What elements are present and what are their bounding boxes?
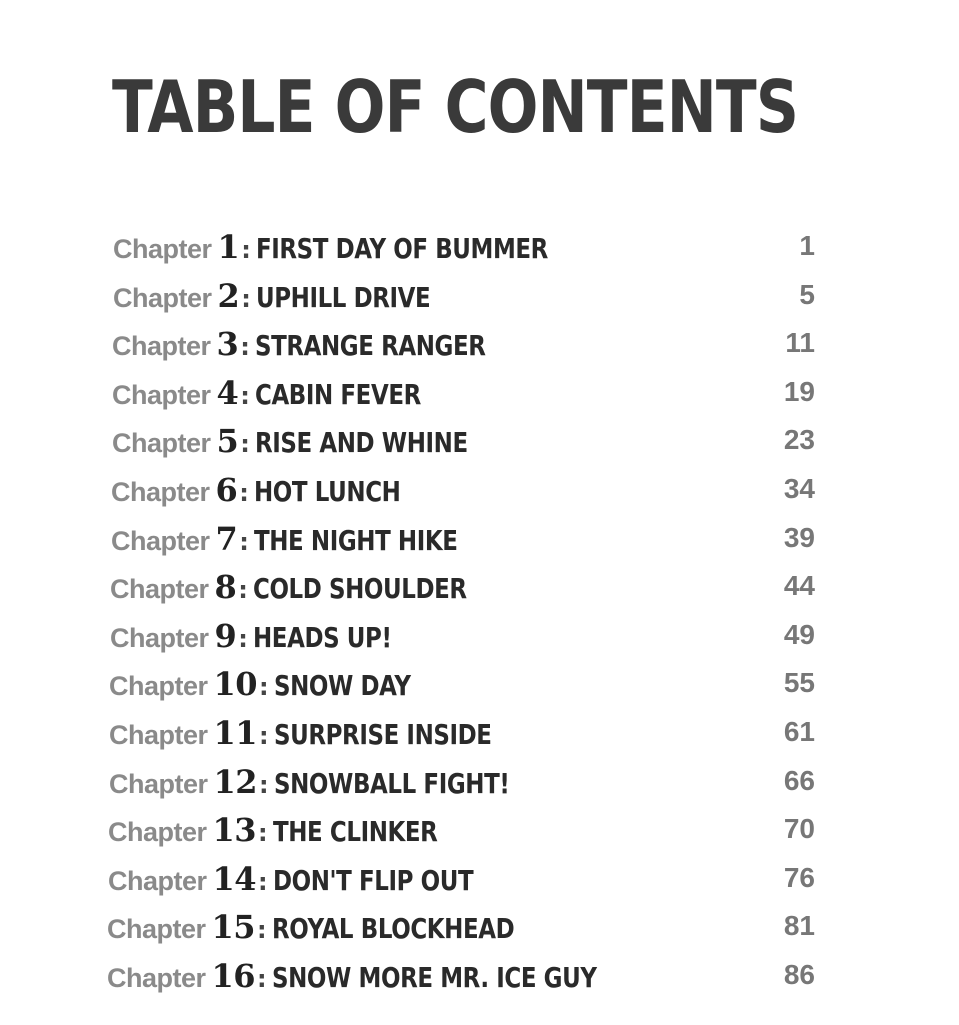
- chapter-page: 39: [783, 521, 815, 553]
- chapter-number: 14: [212, 859, 257, 898]
- chapter-label: Chapter: [112, 331, 211, 362]
- chapter-number: 5: [216, 422, 239, 461]
- chapter-title: HOT LUNCH: [254, 474, 401, 508]
- toc-row: Chapter 4: CABIN FEVER 19: [112, 373, 815, 412]
- chapter-number: 12: [213, 762, 258, 801]
- chapter-title: CABIN FEVER: [255, 377, 422, 411]
- chapter-label: Chapter: [113, 282, 212, 313]
- chapter-title: STRANGE RANGER: [255, 329, 486, 363]
- chapter-title: ROYAL BLOCKHEAD: [272, 912, 515, 946]
- chapter-page: 66: [783, 764, 815, 796]
- chapter-label: Chapter: [112, 428, 211, 459]
- toc-row: Chapter 6: HOT LUNCH 34: [111, 470, 815, 509]
- chapter-number: 9: [214, 616, 237, 655]
- chapter-number: 3: [216, 325, 239, 364]
- chapter-page: 44: [783, 570, 815, 602]
- chapter-title: FIRST DAY OF BUMMER: [256, 232, 549, 265]
- chapter-title: SNOWBALL FIGHT!: [274, 766, 510, 800]
- chapter-label: Chapter: [113, 234, 212, 264]
- toc-row: Chapter 8: COLD SHOULDER 44: [110, 568, 815, 607]
- chapter-page: 11: [785, 327, 815, 359]
- chapter-page: 81: [783, 910, 815, 942]
- chapter-title: COLD SHOULDER: [253, 572, 468, 606]
- chapter-number: 1: [217, 228, 240, 266]
- toc-list: [0, 220, 959, 998]
- chapter-page: 23: [783, 424, 815, 456]
- toc-row: Chapter 1: FIRST DAY OF BUMMER 1: [113, 228, 815, 266]
- chapter-title: THE NIGHT HIKE: [254, 523, 458, 557]
- chapter-title: SNOW MORE MR. ICE GUY: [272, 960, 597, 994]
- chapter-number: 15: [211, 908, 256, 947]
- chapter-page: 49: [783, 618, 815, 650]
- chapter-number: 7: [215, 519, 238, 558]
- chapter-number: 10: [213, 665, 258, 704]
- toc-row: Chapter 5: RISE AND WHINE 23: [112, 422, 815, 461]
- chapter-title: DON'T FLIP OUT: [273, 863, 474, 897]
- chapter-label: Chapter: [110, 574, 209, 605]
- chapter-label: Chapter: [111, 525, 210, 556]
- chapter-title: THE CLINKER: [273, 815, 438, 849]
- chapter-number: 8: [214, 568, 237, 607]
- chapter-page: 34: [783, 472, 815, 504]
- chapter-label: Chapter: [110, 622, 209, 653]
- chapter-page: 5: [799, 278, 815, 310]
- chapter-number: 2: [217, 276, 240, 315]
- chapter-label: Chapter: [111, 476, 210, 507]
- toc-row: Chapter 14: DON'T FLIP OUT 76: [108, 859, 815, 898]
- chapter-page: 1: [799, 230, 815, 261]
- chapter-title: SNOW DAY: [274, 669, 411, 703]
- toc-row: Chapter 12: SNOWBALL FIGHT! 66: [109, 762, 815, 801]
- toc-row: Chapter 13: THE CLINKER 70: [108, 811, 815, 850]
- chapter-label: Chapter: [109, 768, 208, 799]
- chapter-page: 55: [783, 667, 815, 699]
- toc-row: Chapter 11: SURPRISE INSIDE 61: [109, 713, 815, 752]
- toc-row: Chapter 15: ROYAL BLOCKHEAD 81: [107, 908, 815, 947]
- toc-row: Chapter 2: UPHILL DRIVE 5: [113, 276, 815, 315]
- chapter-label: Chapter: [109, 671, 208, 702]
- chapter-page: 61: [783, 715, 815, 747]
- chapter-label: Chapter: [107, 962, 206, 993]
- chapter-title: UPHILL DRIVE: [256, 280, 431, 314]
- toc-row: Chapter 10: SNOW DAY 55: [109, 665, 815, 704]
- chapter-title: RISE AND WHINE: [255, 426, 469, 460]
- toc-row: Chapter 9: HEADS UP! 49: [110, 616, 815, 655]
- chapter-number: 16: [211, 956, 256, 995]
- chapter-page: 70: [783, 813, 815, 845]
- chapter-label: Chapter: [109, 719, 208, 750]
- chapter-label: Chapter: [108, 817, 207, 848]
- chapter-page: 76: [783, 861, 815, 893]
- chapter-title: SURPRISE INSIDE: [274, 717, 492, 751]
- chapter-label: Chapter: [112, 379, 211, 410]
- chapter-number: 11: [213, 713, 258, 752]
- toc-row: Chapter 7: THE NIGHT HIKE 39: [111, 519, 815, 558]
- chapter-number: 6: [215, 470, 238, 509]
- page-title: TABLE OF CONTENTS: [112, 65, 799, 149]
- chapter-label: Chapter: [108, 865, 207, 896]
- toc-row: Chapter 16: SNOW MORE MR. ICE GUY 86: [107, 956, 815, 995]
- chapter-number: 13: [212, 811, 257, 850]
- chapter-label: Chapter: [107, 914, 206, 945]
- chapter-page: 86: [783, 958, 815, 990]
- chapter-number: 4: [216, 373, 239, 412]
- toc-row: Chapter 3: STRANGE RANGER 11: [112, 325, 815, 364]
- chapter-page: 19: [783, 375, 815, 407]
- chapter-title: HEADS UP!: [253, 620, 392, 654]
